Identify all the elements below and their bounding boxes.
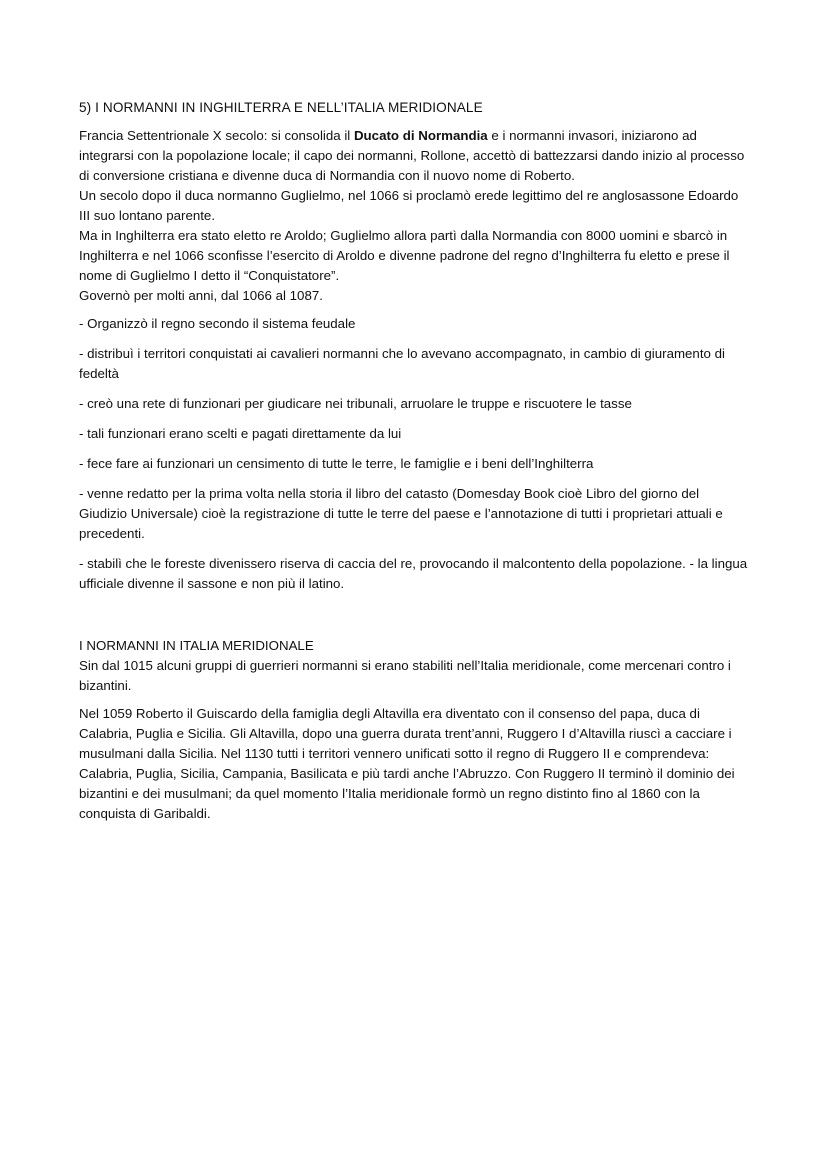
intro-line: Un secolo dopo il duca normanno Guglielmo, nel 1066 si proclamò erede legittimo del re anglosassone Edoardo III suo lontano parente. — [79, 188, 739, 223]
bullet-item: - tali funzionari erano scelti e pagati direttamente da lui — [79, 426, 402, 441]
section-text: Sin dal 1015 alcuni gruppi di guerrieri normanni si erano stabiliti nell’Italia meridionale, come mercenari contro i bizantini. — [79, 658, 731, 693]
bullet-item: - distribuì i territori conquistati ai cavalieri normanni che lo avevano accompagnato, in cambio di giuramento di fedeltà — [79, 346, 725, 381]
bullet-item: - stabilì che le foreste divenissero riserva di caccia del re, provocando il malcontento della popolazione. - la lingua ufficiale divenne il sassone e non più il latino. — [79, 556, 748, 591]
intro-paragraph — [79, 126, 749, 306]
intro-line: Governò per molti anni, dal 1066 al 1087. — [79, 288, 323, 303]
intro-line: Ma in Inghilterra era stato eletto re Aroldo; Guglielmo allora partì dalla Normandia con 8000 uomini e sbarcò in Inghilterra e nel 1066 sconfisse l’esercito di Aroldo e divenne padrone del regno d’Inghilterra fu eletto e prese il nome di Guglielmo I detto il “Conquistatore”. — [79, 228, 730, 283]
section-paragraph — [79, 636, 749, 696]
intro-bold-term: Ducato di Normandia — [353, 128, 488, 143]
section-subtitle: I NORMANNI IN ITALIA MERIDIONALE — [79, 638, 314, 653]
bullet-item: - Organizzò il regno secondo il sistema feudale — [79, 316, 356, 331]
section-title: 5) I NORMANNI IN INGHILTERRA E NELL’ITALIA MERIDIONALE — [79, 100, 483, 115]
bullet-item: - venne redatto per la prima volta nella storia il libro del catasto (Domesday Book cioè Libro del giorno del Giudizio Universale) cioè la registrazione di tutte le terre del paese e l’annotazione di tutti i proprietari attuali e precedenti. — [79, 486, 723, 541]
bullet-item: - creò una rete di funzionari per giudicare nei tribunali, arruolare le truppe e riscuotere le tasse — [79, 396, 632, 411]
bullet-item: - fece fare ai funzionari un censimento di tutte le terre, le famiglie e i beni dell’Inghilterra — [79, 456, 594, 471]
bullet-list — [79, 314, 749, 594]
intro-text: Francia Settentrionale X secolo: si consolida il — [79, 128, 354, 143]
document-page — [79, 98, 749, 832]
section-italia-meridionale — [79, 636, 749, 824]
section-paragraph: Nel 1059 Roberto il Guiscardo della famiglia degli Altavilla era diventato con il consenso del papa, duca di Calabria, Puglia e Sicilia. Gli Altavilla, dopo una guerra durata trent’anni, Ruggero I d’Altavilla riuscì a cacciare i musulmani dalla Sicilia. Nel 1130 tutti i territori vennero unificati sotto il regno di Ruggero II e comprendeva: Calabria, Puglia, Sicilia, Campania, Basilicata e più tardi anche l’Abruzzo. Con Ruggero II terminò il dominio dei bizantini e dei musulmani; da quel momento l’Italia meridionale formò un regno distinto fino al 1860 con la conquista di Garibaldi. — [79, 706, 735, 821]
intro-text-continued: e i normanni invasori, iniziarono ad integrarsi con la popolazione locale; il capo dei normanni, Rollone, accettò di battezzarsi dando inizio al processo di conversione cristiana e divenne duca di Normandia con il nuovo nome di Roberto. — [79, 128, 745, 183]
